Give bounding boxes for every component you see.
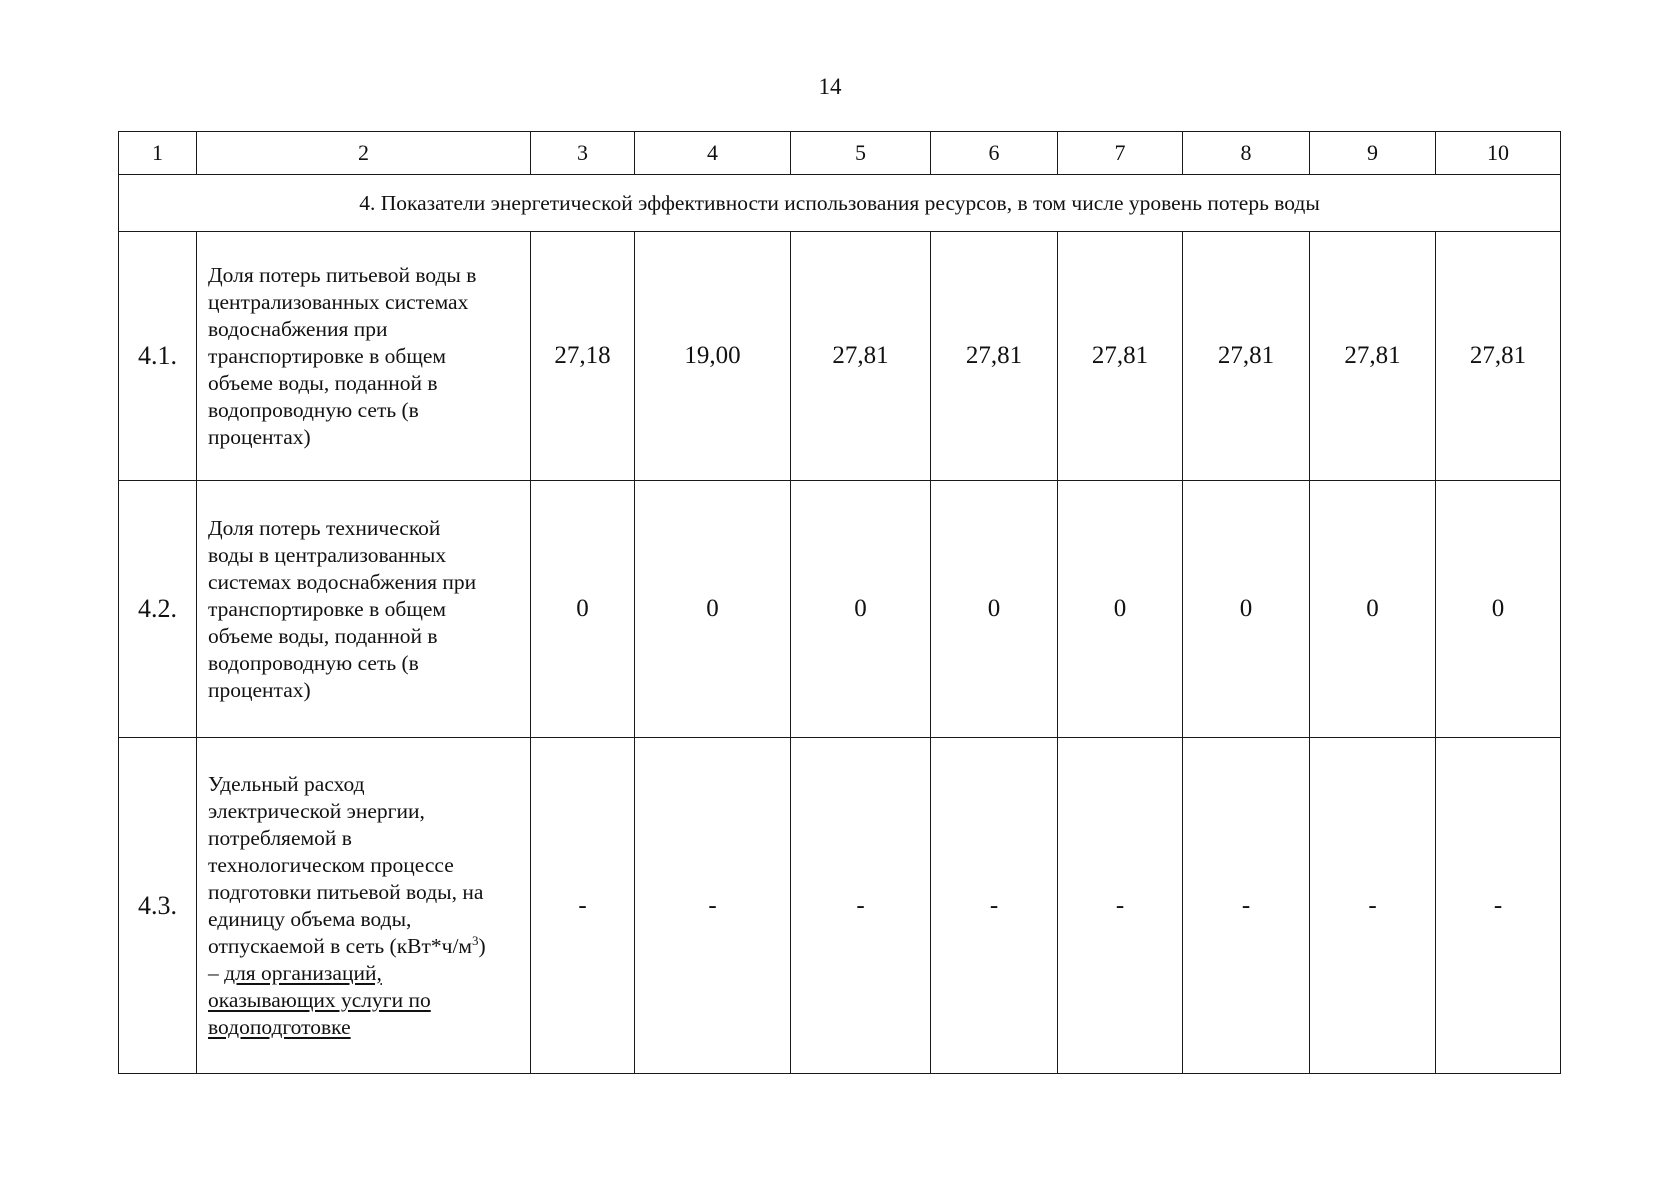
value-cell: 0	[1310, 481, 1436, 738]
dash-prefix: –	[208, 960, 225, 985]
value-cell: 27,81	[1058, 232, 1183, 481]
value-cell: 0	[1058, 481, 1183, 738]
unit-line-text: отпускаемой в сеть (кВт*ч/м	[208, 933, 473, 958]
description-line: Доля потерь питьевой воды в	[208, 262, 477, 287]
description-line: водоснабжения при	[208, 316, 388, 341]
description-line: системах водоснабжения при	[208, 569, 477, 594]
description-line: централизованных системах	[208, 289, 469, 314]
description-line: подготовки питьевой воды, на	[208, 879, 484, 904]
value-cell: -	[1183, 738, 1310, 1074]
description-line: Доля потерь технической	[208, 515, 441, 540]
value-cell: 0	[791, 481, 931, 738]
table-row	[119, 232, 1561, 481]
description-line: Удельный расход	[208, 771, 365, 796]
column-number: 2	[197, 132, 531, 175]
value-cell: 19,00	[635, 232, 791, 481]
column-number: 7	[1058, 132, 1183, 175]
row-description	[197, 232, 531, 481]
table-row	[119, 738, 1561, 1074]
row-number: 4.1.	[119, 232, 197, 481]
section-heading-row	[119, 175, 1561, 232]
column-number: 4	[635, 132, 791, 175]
description-line: воды в централизованных	[208, 542, 447, 567]
column-number: 10	[1436, 132, 1561, 175]
organizations-line	[208, 960, 518, 987]
value-cell: -	[1310, 738, 1436, 1074]
value-cell: 27,81	[791, 232, 931, 481]
column-number: 3	[531, 132, 635, 175]
value-cell: 0	[931, 481, 1058, 738]
column-number: 6	[931, 132, 1058, 175]
value-cell: 0	[1183, 481, 1310, 738]
value-cell: -	[931, 738, 1058, 1074]
table-row	[119, 481, 1561, 738]
indicators-table	[118, 131, 1561, 1074]
description-line: объеме воды, поданной в	[208, 623, 438, 648]
unit-line-close: )	[478, 933, 486, 958]
description-line: технологическом процессе	[208, 852, 454, 877]
unit-superscript: 3	[472, 932, 479, 948]
section-title: 4. Показатели энергетической эффективности использования ресурсов, в том числе уровень потерь воды	[119, 175, 1561, 232]
row-number: 4.3.	[119, 738, 197, 1074]
description-line: единицу объема воды,	[208, 906, 412, 931]
unit-line	[208, 933, 518, 960]
value-cell: -	[1436, 738, 1561, 1074]
description-line: транспортировке в общем	[208, 596, 447, 621]
column-number: 8	[1183, 132, 1310, 175]
description-line: объеме воды, поданной в	[208, 370, 438, 395]
row-description	[197, 481, 531, 738]
page-number: 14	[818, 74, 842, 99]
value-cell: -	[791, 738, 931, 1074]
row-number: 4.2.	[119, 481, 197, 738]
row-description	[197, 738, 531, 1074]
description-line: водопроводную сеть (в	[208, 650, 419, 675]
underlined-text: для организаций,	[224, 960, 382, 985]
value-cell: 27,81	[1310, 232, 1436, 481]
column-number: 9	[1310, 132, 1436, 175]
description-line: процентах)	[208, 677, 311, 702]
value-cell: -	[635, 738, 791, 1074]
underlined-line: оказывающих услуги по	[208, 987, 431, 1012]
description-line: электрической энергии,	[208, 798, 425, 823]
description-line: транспортировке в общем	[208, 343, 447, 368]
value-cell: 0	[1436, 481, 1561, 738]
column-number: 5	[791, 132, 931, 175]
description-line: потребляемой в	[208, 825, 352, 850]
value-cell: 27,18	[531, 232, 635, 481]
value-cell: 0	[531, 481, 635, 738]
description-line: процентах)	[208, 424, 311, 449]
underlined-line: водоподготовке	[208, 1014, 351, 1039]
column-number: 1	[119, 132, 197, 175]
value-cell: 27,81	[1436, 232, 1561, 481]
value-cell: 27,81	[1183, 232, 1310, 481]
value-cell: 27,81	[931, 232, 1058, 481]
description-line: водопроводную сеть (в	[208, 397, 419, 422]
value-cell: 0	[635, 481, 791, 738]
value-cell: -	[1058, 738, 1183, 1074]
column-number-row	[119, 132, 1561, 175]
value-cell: -	[531, 738, 635, 1074]
